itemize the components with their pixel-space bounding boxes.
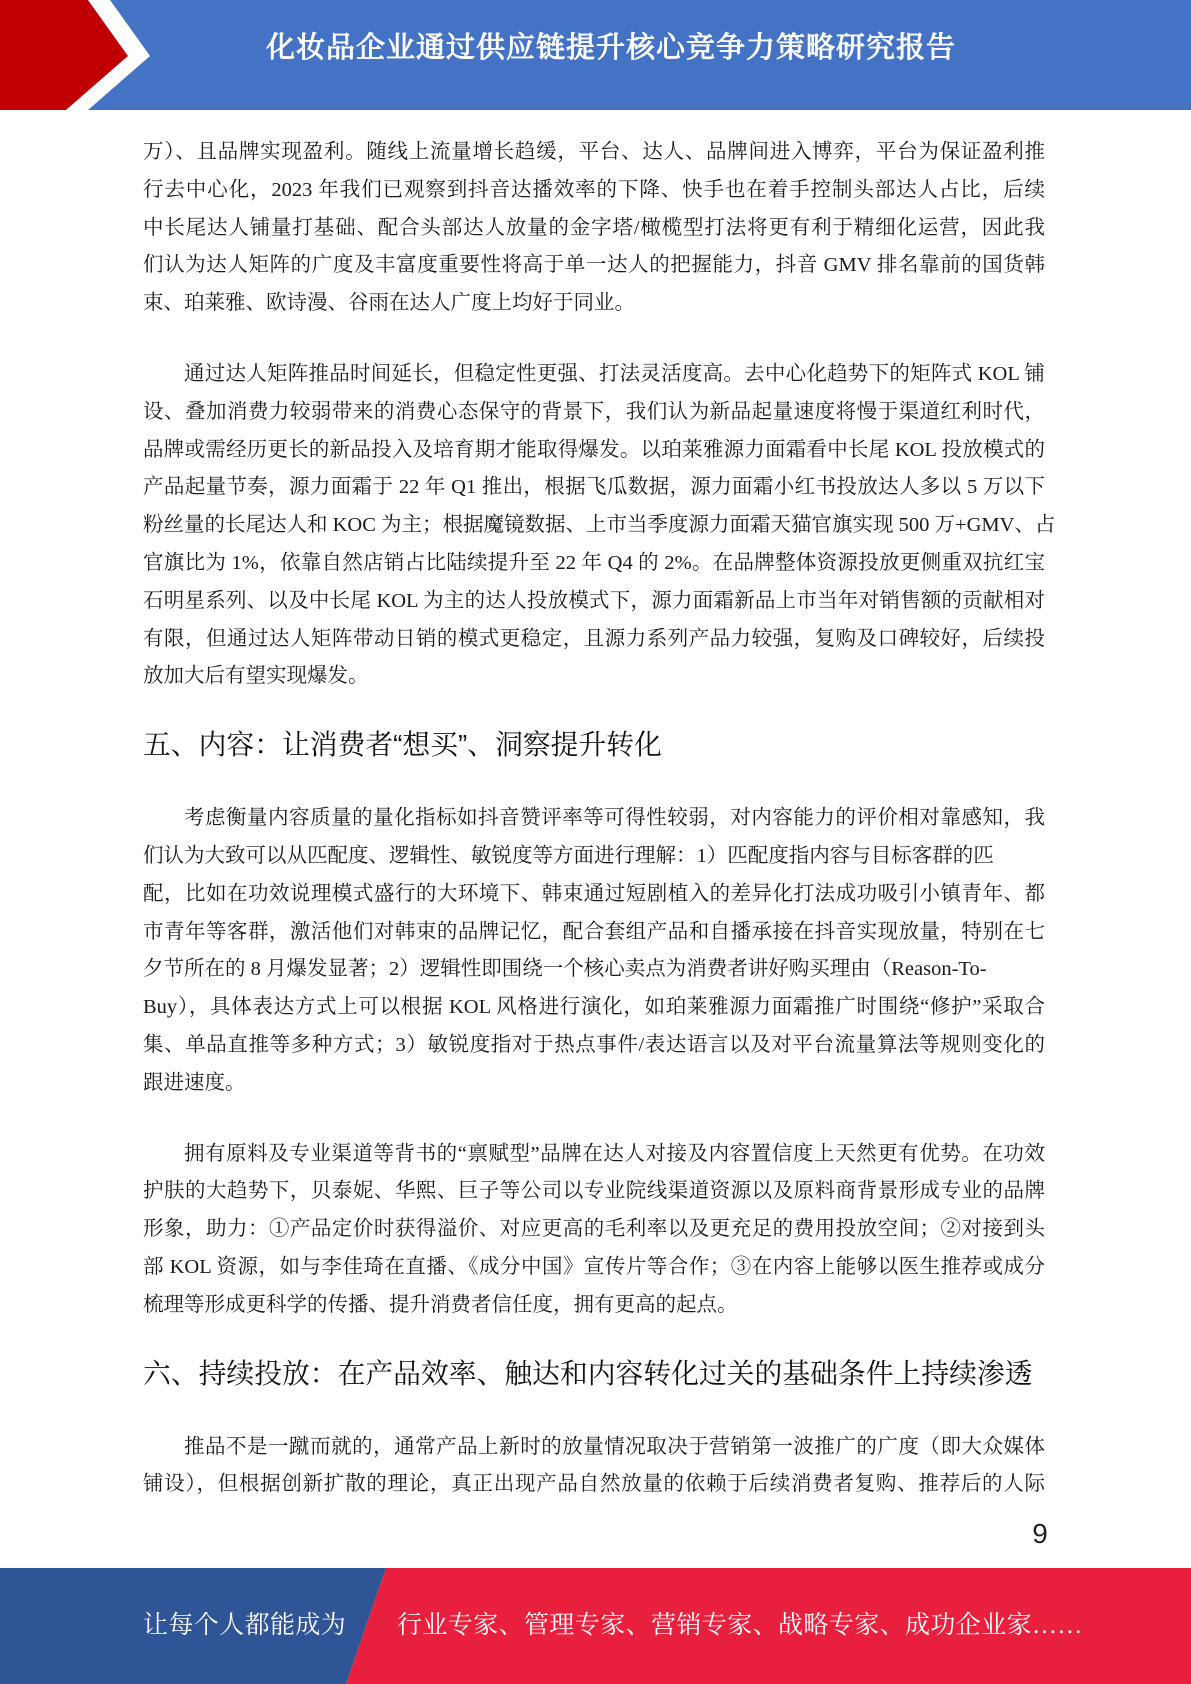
section-continuous-placement: [143, 1354, 1045, 1505]
text-line: 护肤的大趋势下，贝泰妮、华熙、巨子等公司以专业院线渠道资源以及原料商背景形成专业的品牌: [143, 1180, 1045, 1203]
paragraph: [143, 1429, 1045, 1505]
text-line: 产品起量节奏，源力面霜于 22 年 Q1 推出，根据飞瓜数据，源力面霜小红书投放达人多以 5 万以下: [143, 476, 1045, 499]
footer-slogan-lead: 让每个人都能成为: [143, 1612, 347, 1639]
text-line: Buy），具体表达方式上可以根据 KOL 风格进行演化，如珀莱雅源力面霜推广时围绕“修护”采取合: [143, 996, 1045, 1019]
text-line: 通过达人矩阵推品时间延长，但稳定性更强、打法灵活度高。去中心化趋势下的矩阵式 KOL 铺: [184, 362, 1045, 385]
text-line: 放加大后有望实现爆发。: [143, 665, 369, 688]
text-line: 设、叠加消费力较弱带来的消费心态保守的背景下，我们认为新品起量速度将慢于渠道红利时代，: [143, 400, 1045, 423]
section-content: [143, 725, 1045, 1324]
text-line: 梳理等形成更科学的传播、提升消费者信任度，拥有更高的起点。: [143, 1293, 738, 1316]
text-line: 们认为达人矩阵的广度及丰富度重要性将高于单一达人的把握能力，抖音 GMV 排名靠前的国货韩: [143, 254, 1045, 277]
text-line: 行去中心化，2023 年我们已观察到抖音达播效率的下降、快手也在着手控制头部达人占比，后续: [143, 178, 1045, 201]
text-line: 考虑衡量内容质量的量化指标如抖音赞评率等可得性较弱，对内容能力的评价相对靠感知，我: [184, 807, 1045, 830]
footer-slogan-roles: 行业专家、管理专家、营销专家、战略专家、成功企业家……: [397, 1612, 1083, 1639]
text-line: 集、单品直推等多种方式；3）敏锐度指对于热点事件/表达语言以及对平台流量算法等规则变化的: [143, 1033, 1045, 1056]
page-number: 9: [1032, 1518, 1048, 1549]
text-line: 中长尾达人铺量打基础、配合头部达人放量的金字塔/橄榄型打法将更有利于精细化运营，因此我: [143, 216, 1045, 239]
text-line: 形象，助力：①产品定价时获得溢价、对应更高的毛利率以及更充足的费用投放空间；②对接到头: [143, 1218, 1045, 1241]
text-line: 配，比如在功效说理模式盛行的大环境下、韩束通过短剧植入的差异化打法成功吸引小镇青年、都: [143, 882, 1045, 905]
text-line: 拥有原料及专业渠道等背书的“禀赋型”品牌在达人对接及内容置信度上天然更有优势。在功效: [184, 1142, 1045, 1165]
report-header-band: [0, 0, 1191, 110]
text-line: 跟进速度。: [143, 1071, 246, 1094]
text-line: 有限，但通过达人矩阵带动日销的模式更稳定，且源力系列产品力较强，复购及口碑较好，后续投: [143, 627, 1045, 650]
text-line: 万）、且品牌实现盈利。随线上流量增长趋缓，平台、达人、品牌间进入博弈，平台为保证盈利推: [143, 141, 1045, 163]
text-line: 官旗比为 1%，依靠自然店销占比陆续提升至 22 年 Q4 的 2%。在品牌整体资源投放更侧重双抗红宝: [143, 551, 1045, 574]
text-line: 束、珀莱雅、欧诗漫、谷雨在达人广度上均好于同业。: [143, 292, 635, 315]
paragraph: [143, 356, 1056, 696]
text-line: 铺设），但根据创新扩散的理论，真正出现产品自然放量的依赖于后续消费者复购、推荐后的人际: [143, 1473, 1045, 1496]
section-continued: [143, 134, 1056, 696]
text-line: 部 KOL 资源，如与李佳琦在直播、《成分中国》宣传片等合作；③在内容上能够以医生推荐或成分: [143, 1255, 1045, 1278]
paragraph: [143, 134, 1045, 323]
report-title: 化妆品企业通过供应链提升核心竞争力策略研究报告: [266, 32, 957, 64]
text-line: 推品不是一蹴而就的，通常产品上新时的放量情况取决于营销第一波推广的广度（即大众媒体: [184, 1435, 1045, 1458]
report-body: [143, 134, 1056, 1537]
paragraph: [143, 1136, 1045, 1325]
section-heading-continuous-placement: 六、持续投放：在产品效率、触达和内容转化过关的基础条件上持续渗透: [143, 1357, 1033, 1389]
text-line: 石明星系列、以及中长尾 KOL 为主的达人投放模式下，源力面霜新品上市当年对销售额的贡献相对: [143, 589, 1045, 612]
paragraph: [143, 800, 1045, 1102]
text-line: 们认为大致可以从匹配度、逻辑性、敏锐度等方面进行理解：1）匹配度指内容与目标客群的匹: [143, 844, 994, 867]
text-line: 市青年等客群，激活他们对韩束的品牌记忆，配合套组产品和自播承接在抖音实现放量，特别在七: [143, 920, 1045, 943]
footer-banner: [0, 1568, 1191, 1684]
section-heading-content: 五、内容：让消费者“想买”、洞察提升转化: [143, 729, 662, 761]
text-line: 品牌或需经历更长的新品投入及培育期才能取得爆发。以珀莱雅源力面霜看中长尾 KOL 投放模式的: [143, 438, 1045, 461]
text-line: 粉丝量的长尾达人和 KOC 为主；根据魔镜数据、上市当季度源力面霜天猫官旗实现 500 万+GMV、占: [143, 514, 1056, 537]
text-line: 夕节所在的 8 月爆发显著；2）逻辑性即围绕一个核心卖点为消费者讲好购买理由（Reason-To-: [143, 958, 987, 981]
